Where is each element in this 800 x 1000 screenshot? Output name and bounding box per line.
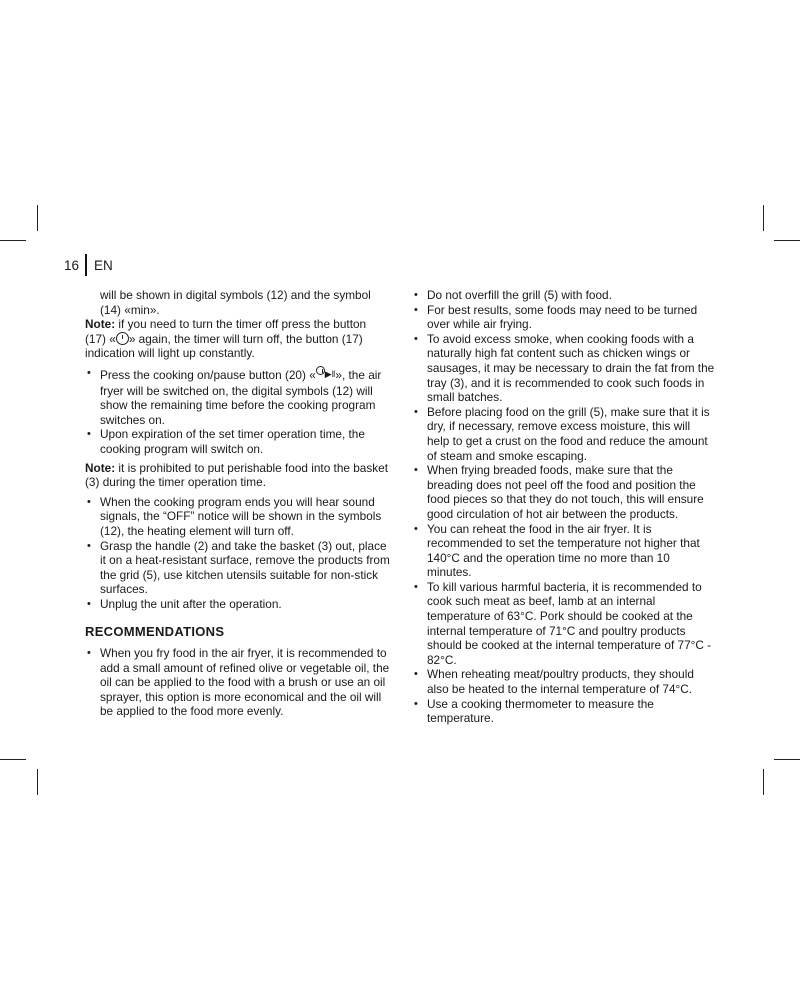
note-perishable: Note: it is prohibited to put perishable food into the basket (3) during the timer operation time. xyxy=(85,460,388,490)
crop-mark-bottom-right-vertical xyxy=(763,769,764,795)
list-item: • For best results, some foods may need to be turned over while air frying. xyxy=(412,303,715,332)
header-divider xyxy=(85,254,87,276)
page-number: 16 xyxy=(64,257,80,273)
list-item: • When reheating meat/poultry products, they should also be heated to the internal temperature of 74°C. xyxy=(412,667,715,696)
note-label: Note: xyxy=(85,460,116,475)
start-pause-icon: ▶‖ xyxy=(316,366,336,384)
list-item: • When you fry food in the air fryer, it is recommended to add a small amount of refined olive or vegetable oil, the oil can be applied to the food with a brush or use an oil sprayer, this option is more economical and the oil will be applied to the food more evenly. xyxy=(85,646,390,719)
list-item: • You can reheat the food in the air fryer. It is recommended to set the temperature not higher that 140°C and the operation time no more than 10 minutes. xyxy=(412,522,715,580)
crop-mark-bottom-left-horizontal xyxy=(0,759,26,760)
crop-mark-top-left-horizontal xyxy=(0,240,26,241)
list-item: • Upon expiration of the set timer operation time, the cooking program will switch on. xyxy=(85,427,390,456)
list-item: • When frying breaded foods, make sure that the breading does not peel off the food and position the food pieces so that they do not touch, this will ensure good circulation of hot air between the products. xyxy=(412,463,715,521)
list-item: • Do not overfill the grill (5) with food. xyxy=(412,288,715,303)
page-header xyxy=(64,254,113,276)
crop-mark-top-right-vertical xyxy=(763,205,764,231)
list-item: • To kill various harmful bacteria, it is recommended to cook such meat as beef, lamb at an internal temperature of 63°C. Pork should be cooked at the internal temperature of 71°C and poultry products should be cooked at the internal temperature of 77°C - 82°C. xyxy=(412,580,715,668)
list-item: • Grasp the handle (2) and take the basket (3) out, place it on a heat-resistant surface, remove the products from the grid (5), use kitchen utensils suitable for non-stick surfaces. xyxy=(85,539,390,597)
list-item: • Press the cooking on/pause button (20) « ▶‖», the air fryer will be switched on, the digital symbols (12) will show the remaining time before the cooking program switches on. xyxy=(85,366,390,427)
recommendations-heading: RECOMMENDATIONS xyxy=(85,624,225,640)
list-item: • To avoid excess smoke, when cooking foods with a naturally high fat content such as chicken wings or sausages, it may be necessary to drain the fat from the tray (3), and it is recommended to cook such foods in small batches. xyxy=(412,332,715,405)
continuation-text: will be shown in digital symbols (12) and the symbol (14) «min». xyxy=(100,288,371,317)
list-item: • Use a cooking thermometer to measure the temperature. xyxy=(412,697,715,726)
note-timer-off: Note: if you need to turn the timer off press the button (17) « » again, the timer will turn off, the button (17) indication will light up constantly. xyxy=(85,317,367,361)
crop-mark-top-left-vertical xyxy=(37,205,38,231)
list-item: • Before placing food on the grill (5), make sure that it is dry, if necessary, remove excess moisture, this will help to get a crust on the food and reduce the amount of steam and smoke escaping. xyxy=(412,405,715,463)
timer-icon xyxy=(116,332,129,345)
note-label: Note: xyxy=(85,317,116,332)
list-item: • When the cooking program ends you will hear sound signals, the “OFF” notice will be shown in the symbols (12), the heating element will turn off. xyxy=(85,495,390,539)
language-code: EN xyxy=(94,257,113,273)
timer-steps-list xyxy=(85,366,390,457)
crop-mark-bottom-right-horizontal xyxy=(774,759,800,760)
tips-list xyxy=(412,288,715,726)
left-column xyxy=(85,288,390,723)
recommendations-list xyxy=(85,646,390,719)
list-item: • Unplug the unit after the operation. xyxy=(85,597,390,612)
crop-mark-bottom-left-vertical xyxy=(37,769,38,795)
crop-mark-top-right-horizontal xyxy=(774,240,800,241)
right-column xyxy=(412,288,715,730)
program-end-list xyxy=(85,495,390,612)
